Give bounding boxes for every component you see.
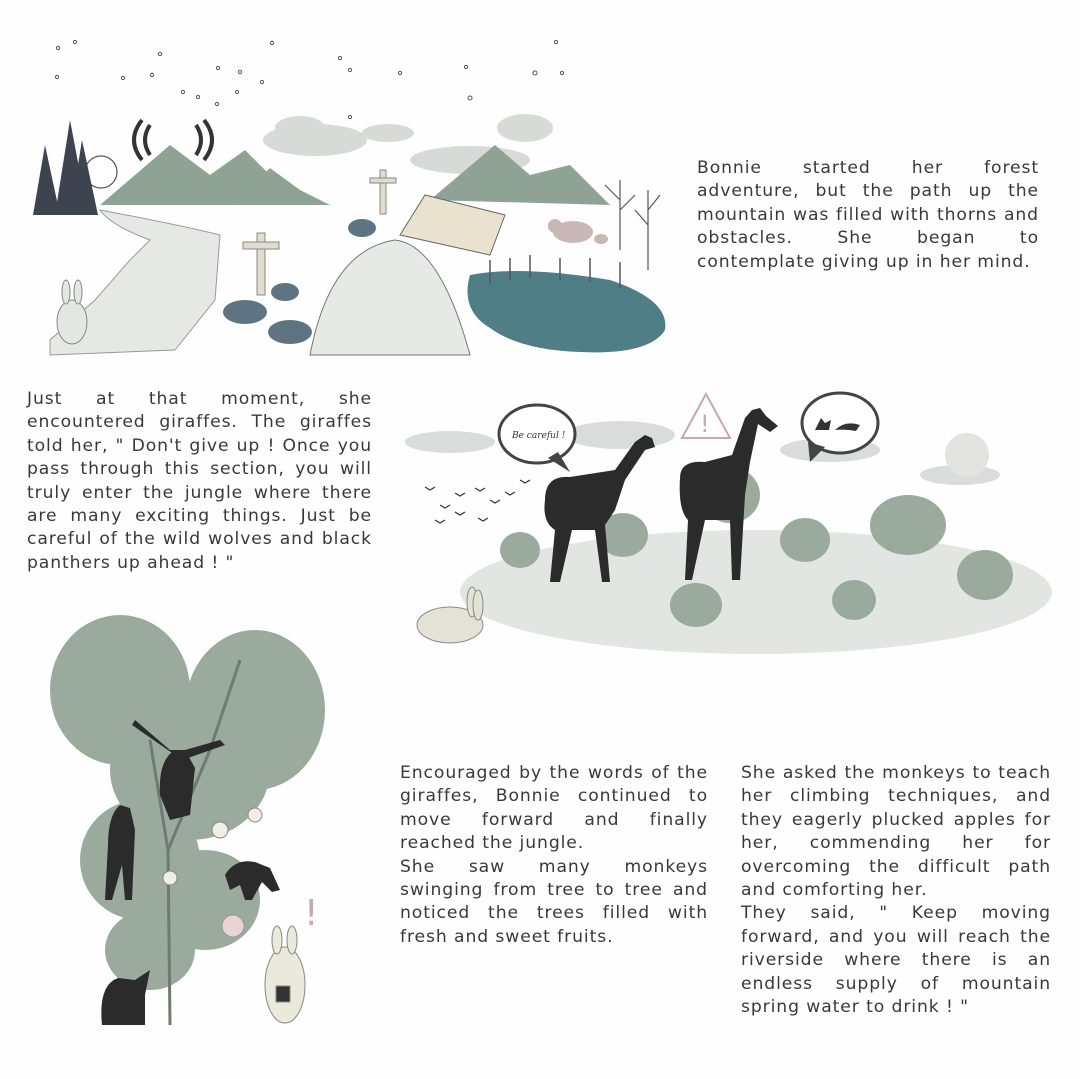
- exclamation-icon: [304, 893, 318, 934]
- warning-icon: [682, 394, 730, 438]
- story-paragraph: They said, " Keep moving forward, and you will reach the riverside where there is an endless supply of mountain spring water to drink ! ": [741, 903, 1051, 1018]
- story-paragraph: Encouraged by the words of the giraffes, Bonnie continued to move forward and finally reached the jungle.: [400, 763, 708, 854]
- ground: [460, 530, 1052, 654]
- story-paragraph: Bonnie started her forest adventure, but the path up the mountain was filled with thorns and obstacles. She began to contemplate giving up in her mind.: [697, 158, 1039, 272]
- mountain-camp-illustration: [0, 0, 680, 370]
- bubble-text: Be careful !: [512, 431, 566, 441]
- bear-icon: [548, 219, 608, 244]
- hill: [310, 240, 470, 355]
- bare-trees: [605, 180, 660, 270]
- story-paragraph: She asked the monkeys to teach her climbing techniques, and they eagerly plucked apples for her, commending her for overcoming the difficult path and comforting her.: [741, 763, 1051, 901]
- tent: [400, 195, 505, 255]
- giraffe-illustration: [380, 380, 1060, 670]
- pink-apple: [222, 915, 244, 937]
- story-text-2: [27, 388, 372, 575]
- rabbit-icon: [57, 280, 87, 344]
- story-text-3: [400, 762, 708, 949]
- story-paragraph: She saw many monkeys swinging from tree to tree and noticed the trees filled with fresh and sweet fruits.: [400, 856, 708, 947]
- story-text-4: [741, 762, 1051, 1019]
- warning-mark: !: [700, 410, 710, 438]
- story-text-1: [697, 157, 1039, 274]
- jungle-monkeys-illustration: [40, 600, 360, 1040]
- speech-bubble-warning: [499, 405, 575, 472]
- rabbit-icon: [417, 587, 483, 643]
- story-paragraph: Just at that moment, she encountered giraffes. The giraffes told her, " Don't give up ! Once you pass through this section, you will truly enter the jungle where there are many exciting things. Just be careful of the wild wolves and black panthers up ahead ! ": [27, 389, 372, 573]
- exclamation-mark: !: [304, 893, 319, 934]
- mountains: [100, 145, 610, 205]
- birds: [425, 480, 530, 523]
- moon-icon: [945, 433, 989, 477]
- lake: [468, 271, 666, 352]
- rabbit-icon: [265, 926, 305, 1023]
